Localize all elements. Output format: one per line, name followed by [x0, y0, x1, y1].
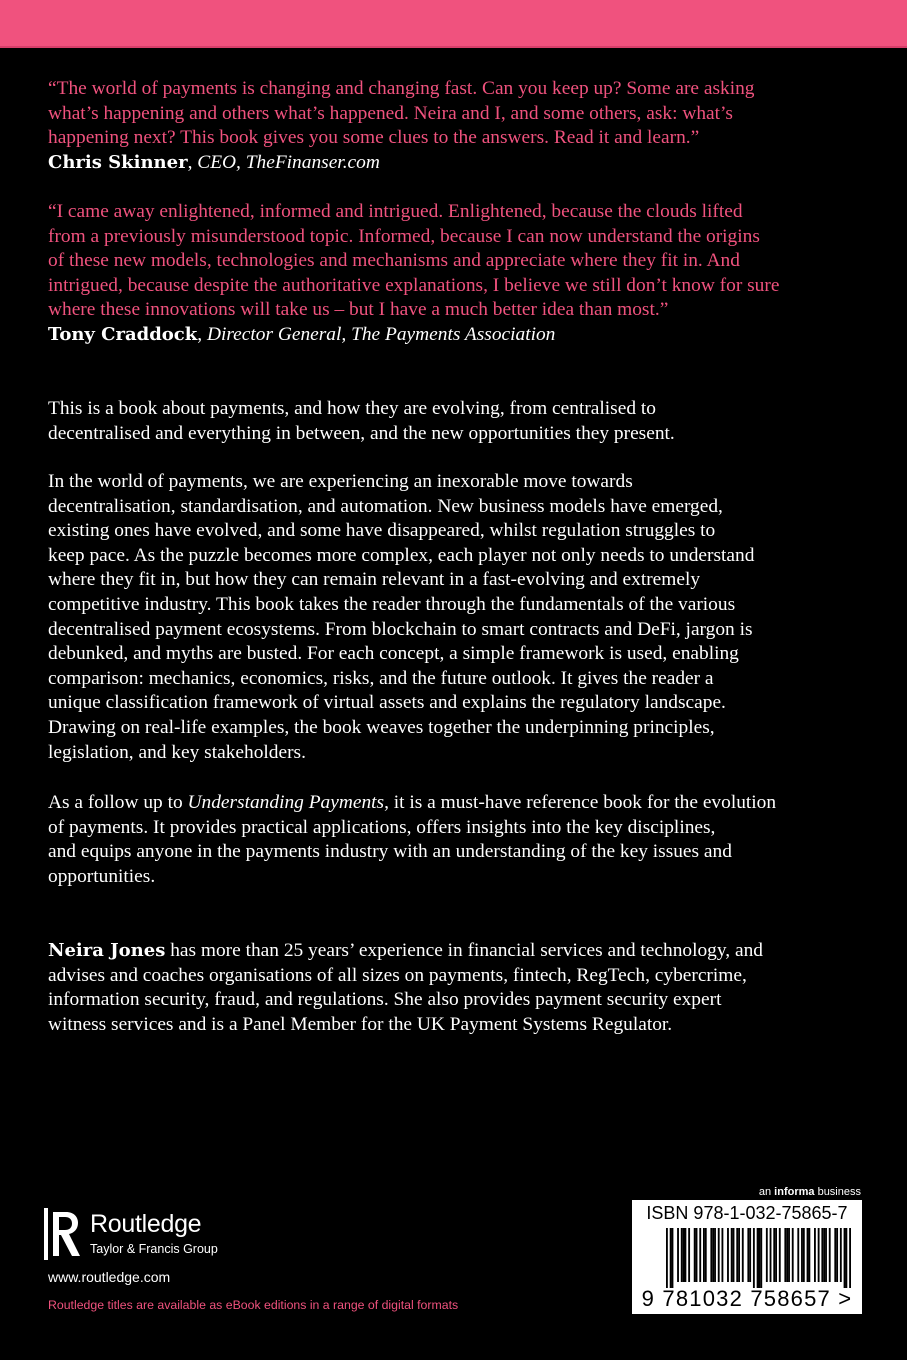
barcode-bar: [714, 1228, 716, 1282]
barcode-bar: [712, 1228, 714, 1282]
barcode-bar: [760, 1228, 762, 1288]
quote-line: what’s happening and others what’s happened. Neira and I, and some others, ask: what’s: [48, 102, 733, 124]
barcode-bar: [753, 1228, 755, 1288]
barcode-bar: [733, 1228, 735, 1282]
barcode-bar: [685, 1228, 687, 1282]
barcode-bar: [808, 1228, 810, 1282]
description-paragraph-3: [48, 791, 870, 889]
barcode-bar: [849, 1228, 851, 1288]
quote-line: “The world of payments is changing and changing fast. Can you keep up? Some are asking: [48, 78, 755, 99]
barcode-bar: [766, 1228, 768, 1282]
endorser-name: Tony Craddock: [48, 324, 198, 345]
top-accent-divider: [0, 46, 907, 48]
text-line: where they fit in, but how they can remain relevant in a fast-evolving and extremely: [48, 569, 701, 591]
text-line: legislation, and key stakeholders.: [48, 741, 306, 763]
barcode-bar: [845, 1228, 847, 1288]
top-accent-band: [0, 0, 907, 46]
barcode-bar: [736, 1228, 738, 1282]
barcode-bar: [727, 1228, 729, 1282]
barcode-bar: [731, 1228, 733, 1282]
routledge-logo-icon: [44, 1208, 82, 1260]
text-line: In the world of payments, we are experiencing an inexorable move towards: [48, 471, 633, 492]
text-line: keep pace. As the puzzle becomes more complex, each player not only needs to understand: [48, 544, 755, 566]
barcode-bar: [773, 1228, 775, 1282]
text-line: comparison: mechanics, economics, risks, and the future outlook. It gives the reader a: [48, 667, 714, 689]
barcode-bar: [797, 1228, 799, 1282]
text-line: As a follow up to Understanding Payments, it is a must-have reference book for the evolution: [48, 792, 777, 813]
book-title-reference: Understanding Payments: [187, 792, 385, 813]
text-line: existing ones have evolved, and some have disappeared, whilst regulation struggles to: [48, 520, 716, 542]
barcode-bar: [681, 1228, 683, 1282]
text-line: Drawing on real-life examples, the book weaves together the underpinning principles,: [48, 716, 715, 738]
barcode-bar: [823, 1228, 825, 1282]
text-line: witness services and is a Panel Member for the UK Payment Systems Regulator.: [48, 1013, 673, 1035]
barcode-bar: [710, 1228, 712, 1282]
barcode-bar: [803, 1228, 805, 1282]
barcode-bar: [747, 1228, 749, 1282]
author-bio: [48, 939, 870, 1037]
quote-line: happening next? This book gives you some clues to the answers. Read it and learn.”: [48, 127, 700, 149]
description-paragraph-1: [48, 397, 870, 446]
barcode-bar: [784, 1228, 786, 1282]
text-line: and equips anyone in the payments industry with an understanding of the key issues and: [48, 841, 732, 863]
quote-line: where these innovations will take us – but I have a much better idea than most.”: [48, 299, 669, 321]
barcode-bar: [836, 1228, 838, 1282]
description-paragraph-2: [48, 470, 870, 765]
publisher-group: Taylor & Francis Group: [90, 1242, 218, 1256]
barcode-bar: [821, 1228, 823, 1282]
barcode-bar: [792, 1228, 794, 1282]
publisher-website: www.routledge.com: [48, 1269, 171, 1285]
text-line: competitive industry. This book takes the reader through the fundamentals of the various: [48, 593, 736, 615]
barcode-bar: [775, 1228, 777, 1282]
barcode-bar: [666, 1228, 668, 1288]
barcode-bar: [829, 1228, 831, 1282]
text-line: decentralisation, standardisation, and automation. New business models have emerged,: [48, 495, 723, 517]
text-line: of payments. It provides practical applications, offers insights into the key disciplines,: [48, 816, 716, 838]
text-line: decentralised and everything in between, and the new opportunities they present.: [48, 422, 675, 444]
text-line: debunked, and myths are busted. For each concept, a simple framework is used, enabling: [48, 643, 739, 665]
quote-line: intrigued, because despite the authoritative explanations, I believe we still don’t know for sure: [48, 274, 780, 296]
barcode-bar: [670, 1228, 672, 1288]
barcode-bar: [786, 1228, 788, 1282]
publisher-name: Routledge: [90, 1210, 202, 1238]
text-line: opportunities.: [48, 865, 156, 887]
barcode-bar: [696, 1228, 698, 1282]
endorser-role: Director General, The Payments Association: [206, 324, 556, 345]
quote-line: from a previously misunderstood topic. Informed, because I can now understand the origins: [48, 225, 760, 247]
isbn-label: ISBN 978-1-032-75865-7: [646, 1203, 848, 1223]
barcode-bar: [672, 1228, 674, 1288]
barcode-bar: [807, 1228, 809, 1282]
barcode-digits: 9 781032 758657 >: [641, 1286, 853, 1311]
informa-brand: informa: [774, 1186, 815, 1198]
barcode-bar: [694, 1228, 696, 1282]
text-line: unique classification framework of virtual assets and explains the regulatory landscape.: [48, 692, 726, 714]
barcode-bar: [705, 1228, 707, 1282]
barcode-bar: [818, 1228, 820, 1282]
text-line: This is a book about payments, and how they are evolving, from centralised to: [48, 398, 656, 419]
barcode-bar: [703, 1228, 705, 1282]
text-line: decentralised payment ecosystems. From blockchain to smart contracts and DeFi, jargon is: [48, 618, 753, 640]
author-name: Neira Jones: [48, 940, 166, 961]
text-line: information security, fraud, and regulations. She also provides payment security expert: [48, 989, 722, 1011]
barcode-bar: [844, 1228, 846, 1288]
endorser-role: CEO, TheFinanser.com: [197, 152, 380, 173]
endorsement-attribution-1: Chris Skinner, CEO, TheFinanser.com: [48, 152, 380, 173]
barcode-bar: [801, 1228, 803, 1282]
barcode-bar: [742, 1228, 744, 1282]
barcode-bar: [840, 1228, 842, 1282]
barcode-bar: [825, 1228, 827, 1282]
barcode-bar: [677, 1228, 679, 1282]
endorsement-quote-2: [48, 200, 868, 323]
endorsement-quote-1: [48, 77, 868, 151]
quote-line: “I came away enlightened, informed and intrigued. Enlightened, because the clouds lifted: [48, 201, 743, 222]
barcode-bar: [770, 1228, 772, 1282]
isbn-barcode: [632, 1200, 862, 1314]
barcode-bar: [834, 1228, 836, 1282]
barcode-bar: [759, 1228, 761, 1288]
endorser-name: Chris Skinner: [48, 152, 188, 173]
endorsement-attribution-2: Tony Craddock, Director General, The Payments Association: [48, 324, 556, 345]
barcode-bar: [814, 1228, 816, 1282]
publisher-logo: [44, 1206, 244, 1262]
ebook-availability-note: Routledge titles are available as eBook editions in a range of digital formats: [48, 1298, 459, 1312]
barcode-bar: [688, 1228, 690, 1282]
barcode-bar: [757, 1228, 759, 1288]
barcode-bar: [749, 1228, 751, 1282]
barcode-bars: [632, 1228, 862, 1290]
barcode-bar: [699, 1228, 701, 1282]
barcode-bar: [738, 1228, 740, 1282]
barcode-bar: [683, 1228, 685, 1282]
barcode-bar: [779, 1228, 781, 1282]
barcode-bar: [718, 1228, 720, 1282]
text-line: advises and coaches organisations of all sizes on payments, fintech, RegTech, cybercrime,: [48, 964, 747, 986]
barcode-bar: [722, 1228, 724, 1282]
text-line: Neira Jones has more than 25 years’ experience in financial services and technology, and: [48, 940, 763, 961]
barcode-bar: [788, 1228, 790, 1282]
quote-line: of these new models, technologies and mechanisms and appreciate where they fit in. And: [48, 250, 740, 272]
informa-business-tag: an informa business: [758, 1186, 861, 1198]
